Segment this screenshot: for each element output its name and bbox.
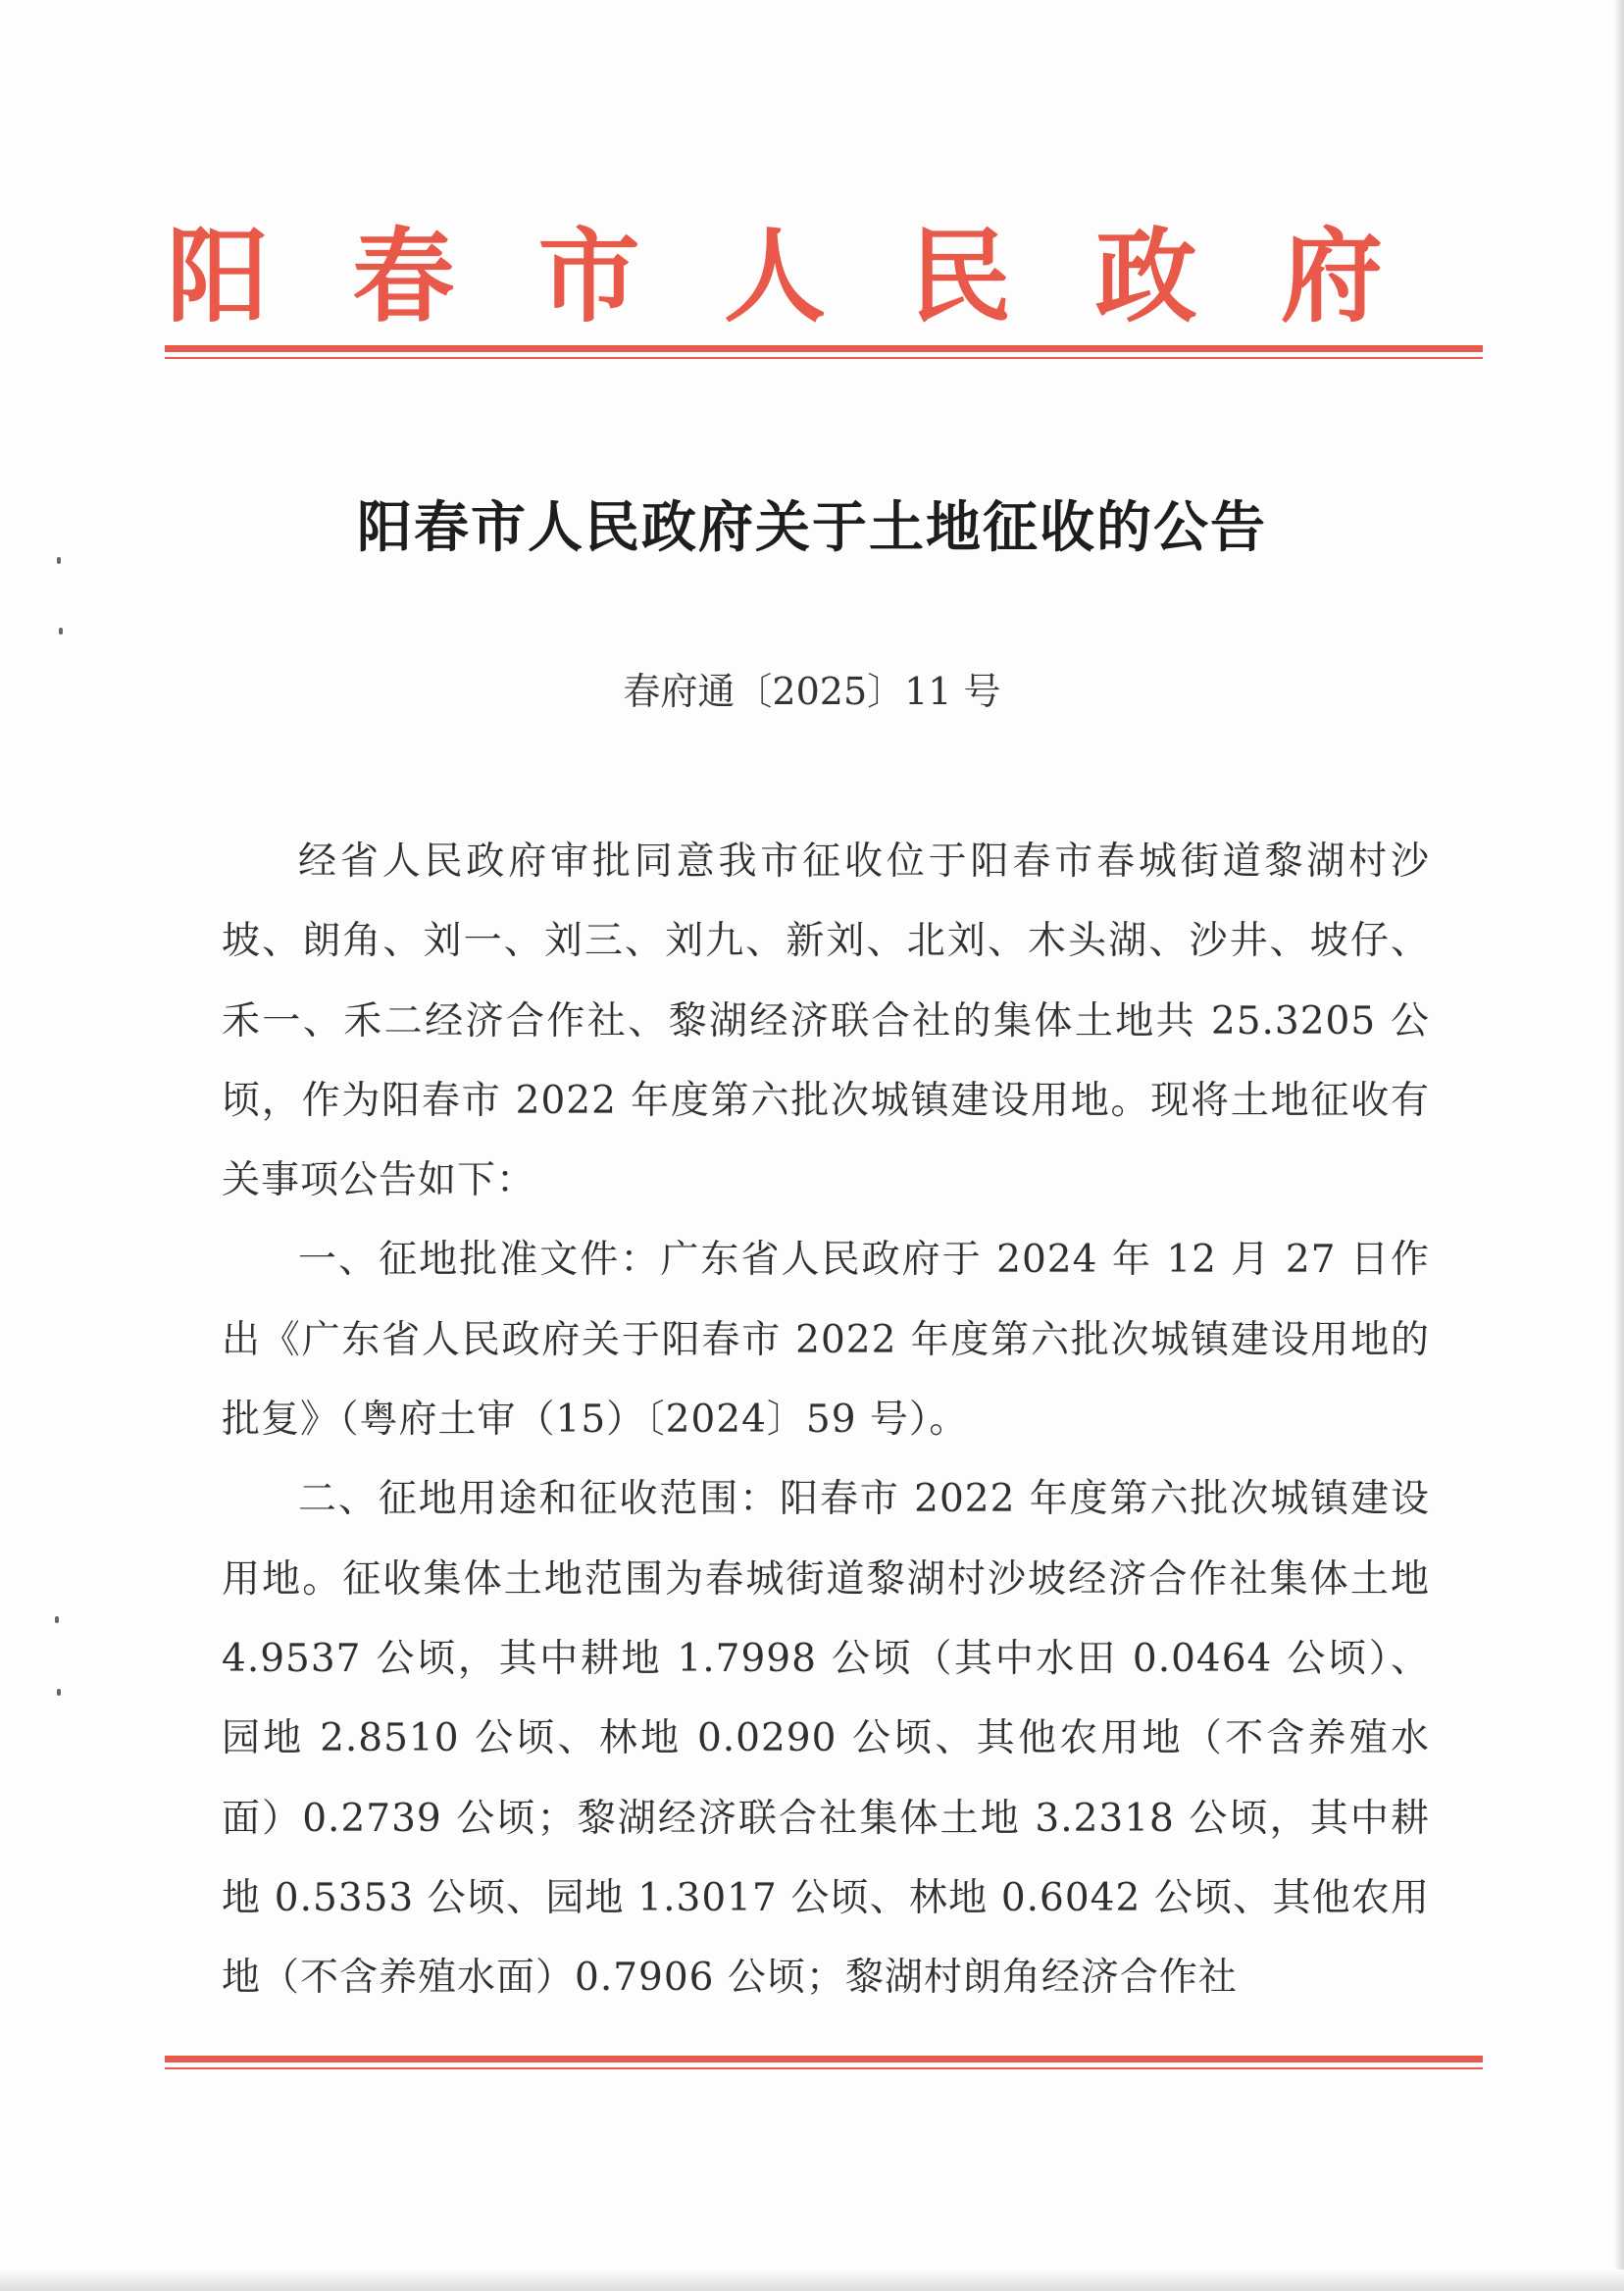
paragraph-intro: 经省人民政府审批同意我市征收位于阳春市春城街道黎湖村沙坡、朗角、刘一、刘三、刘九、新刘、北刘、木头湖、沙井、坡仔、禾一、禾二经济合作社、黎湖经济联合社的集体土地共 25.3205 公顷，作为阳春市 2022 年度第六批次城镇建设用地。现将土地征收有关事项公告如下： bbox=[222, 840, 1430, 1203]
paragraph-approval: 一、征地批准文件：广东省人民政府于 2024 年 12 月 27 日作出《广东省人民政府关于阳春市 2022 年度第六批次城镇建设用地的批复》（粤府土审（15）〔2024〕59 号）。 bbox=[222, 1238, 1430, 1443]
scan-edge-right bbox=[1614, 0, 1624, 2291]
masthead-char: 市 bbox=[537, 216, 640, 336]
document-body bbox=[222, 822, 1430, 2017]
scan-speck bbox=[55, 1616, 59, 1623]
document-title: 阳春市人民政府关于土地征收的公告 bbox=[357, 495, 1267, 560]
scan-speck bbox=[59, 628, 63, 635]
scan-speck bbox=[57, 1689, 61, 1696]
masthead-char: 民 bbox=[909, 216, 1012, 336]
masthead-char: 府 bbox=[1280, 216, 1383, 336]
masthead-char: 人 bbox=[723, 216, 826, 336]
masthead bbox=[167, 208, 1383, 345]
masthead-char: 春 bbox=[352, 216, 455, 336]
scan-edge-bottom bbox=[0, 2269, 1624, 2291]
masthead-char: 阳 bbox=[167, 216, 270, 336]
header-divider-thick bbox=[165, 345, 1483, 352]
paragraph-scope: 二、征地用途和征收范围：阳春市 2022 年度第六批次城镇建设用地。征收集体土地范围为春城街道黎湖村沙坡经济合作社集体土地 4.9537 公顷，其中耕地 1.7998 公顷（其中水田 0.0464 公顷）、园地 2.8510 公顷、林地 0.0290 公顷、其他农用地（不含养殖水面）0.2739 公顷；黎湖经济联合社集体土地 3.2318 公顷，其中耕地 0.5353 公顷、园地 1.3017 公顷、林地 0.6042 公顷、其他农用地（不含养殖水面）0.7906 公顷；黎湖村朗角经济合作社 bbox=[222, 1477, 1430, 2001]
footer-divider-thick bbox=[165, 2056, 1483, 2062]
scan-speck bbox=[57, 557, 61, 564]
header-divider-thin bbox=[165, 357, 1483, 359]
masthead-char: 政 bbox=[1094, 216, 1197, 336]
document-number: 春府通〔2025〕11 号 bbox=[623, 670, 1001, 713]
footer-divider-thin bbox=[165, 2067, 1483, 2069]
